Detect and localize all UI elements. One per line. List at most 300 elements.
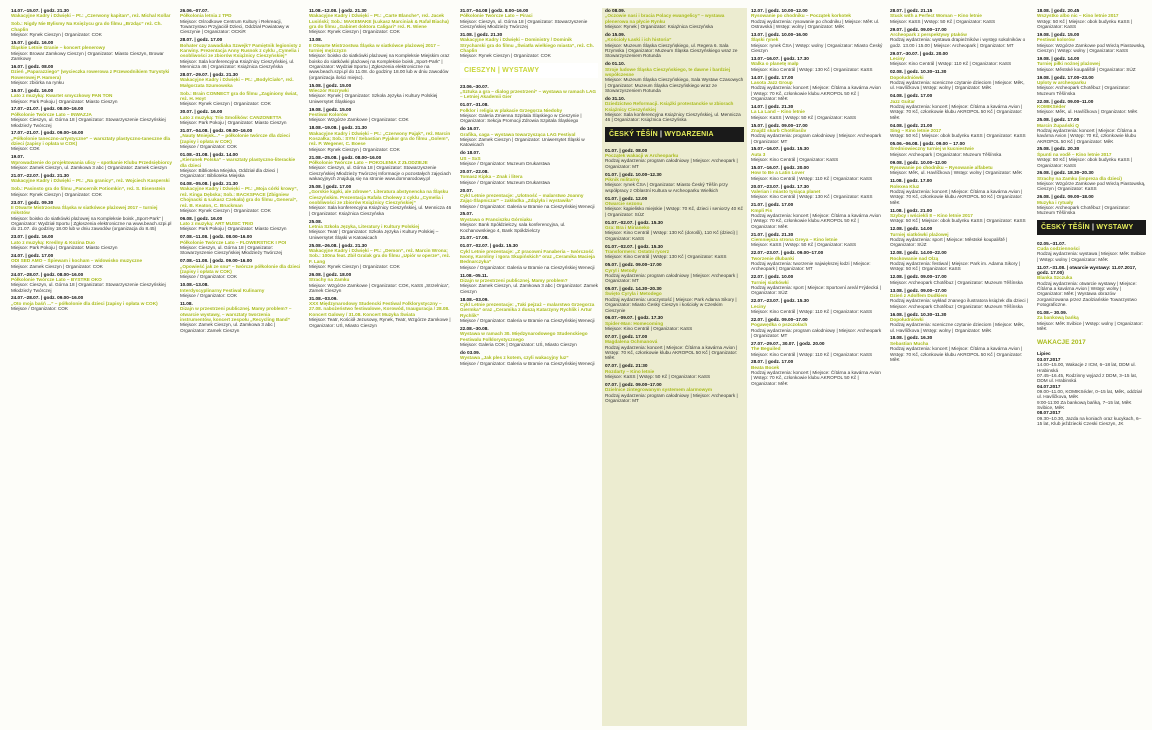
event-title: Półkolonie Twórcze Lato – BYSTRE OKO [11, 276, 102, 282]
event-title: Rysowanie po chodniku – Początek korkotek [751, 13, 852, 19]
event-date: 01.07.–02.07. | godz. 15.30 [605, 243, 663, 249]
event-date: 01.07.–31.08. [460, 102, 489, 108]
event-date: 19.08. | godz. 17.00–23.00 [1037, 74, 1094, 80]
event-date: 13.07. | godz. 10.00–16.00 [751, 31, 808, 37]
event-title: Średniowieczny turniej w kucniestwie [890, 146, 974, 152]
event-entry [460, 32, 598, 59]
event-title: Sob.: Nigdy Nie Bylismy Na Księżycu gra do filmu „Brzdąc” reż. Ch. Chaplin [11, 21, 162, 32]
event-entry [309, 83, 453, 104]
event-date: 15.07. | godz. 09.00–17.00 [751, 122, 808, 128]
event-title: Blanka Szczuka [1037, 275, 1073, 281]
event-details: Miejsce: Městské koupaliště | Organizator: SÚZ [1037, 66, 1136, 72]
event-date: 25.08. [309, 218, 323, 224]
event-entry [751, 104, 883, 120]
event-entry [605, 244, 744, 260]
event-entry [890, 335, 1030, 362]
event-entry [890, 93, 1030, 120]
event-title: KOMIKSéder [1037, 103, 1066, 109]
event-date: 28.07. | godz. 17.00 [180, 37, 223, 43]
event-details: Miejsce: rynek ČSA | Wstęp: wolny | Organizator: Miasto Český Cieszyn [751, 42, 883, 53]
event-details: Miejsce / Organizator: COK [11, 306, 69, 312]
event-entry [180, 72, 302, 88]
event-details: Miejsce: Rynek | Organizator: Szkoła Języka i Kultury Polskiej Uniwersytet Śląskiego [309, 93, 438, 104]
event-entry [890, 123, 1030, 139]
event-title: Interdyscyplinarny Festiwal Kulinarny [180, 287, 265, 293]
event-date: 01.07. | godz. 08.00 [605, 147, 648, 153]
event-details: Miejsce / Organizator: COK [180, 293, 238, 299]
event-details: Rodzaj wydarzenia: koncert | Miejsce: Čítárna a kavárna Avion | Wstęp: 70 Kč, członkowie klubu AKROPOL 50 Kč | Organizator: MěK [751, 85, 881, 101]
event-title: Półkolonie Twórcze Lato – Piraci [460, 13, 533, 19]
event-date: 04.08. | godz. 17.00 [890, 93, 933, 99]
event-details: Miejsce: Archeopark Chotěbuz | Organizator: Muzeum Těšínska [890, 279, 1023, 285]
event-details: Miejsce: Park Pokoju | Organizator: Miasto Cieszyn [11, 244, 118, 250]
event-details: Miejsce: MěK Svibice | Wstęp: wolny | Organizator: MěK [1037, 320, 1143, 332]
program-column-1 [8, 8, 176, 726]
event-details: Miejsce: Muzeum Śląska Cieszyńskiego, ul. Regera 6. Sala Rzymska | Organizator: Muzeum Śląska Cieszyńskiego wraz ze Stowarzyszeniem Rotunda [605, 42, 738, 59]
event-entry [180, 181, 302, 213]
event-details: Miejsce: Cieszyn, ul. Górna 18 | Organizator: Stowarzyszenie Cieszyńskiej Młodzieży Twórczej [460, 18, 588, 30]
event-date: 06.08. | godz. 16.00 [180, 215, 223, 221]
event-title: Leciny [751, 303, 766, 309]
event-title: Dizajn w przestrzeni publicznej. Mamy problem? – otwarcie wystawy, – warsztaty tworzenia instrumentów, koncert zespołu „Recycling Band” [180, 306, 292, 322]
event-entry [1037, 146, 1146, 167]
event-entry [460, 235, 598, 240]
event-title: Sob.: Brain CONNECT gra do filmu „Zaginiony świat, reż. H. Hoyt [180, 90, 298, 101]
event-date: do 08.09. [605, 8, 626, 13]
event-date: 15.07. | godz. 16.00 [11, 39, 54, 45]
event-details: Rodzaj wydarzenia: wystawa | Miejsce: MěK Svibice | Wstęp: wolny | Organizator: MěK [1037, 251, 1146, 262]
event-details: Rodzaj wydarzenia: tworzenie największej łodzi | Miejsce: Archeopark | Organizator: MT [751, 260, 871, 272]
event-date: 31.07.–04.08. | godz. 09.00–16.00 [180, 127, 253, 133]
event-entry [605, 61, 744, 93]
event-date: 28.07.–29.07. | godz. 21.30 [180, 71, 238, 77]
program-column-2 [177, 8, 305, 726]
event-title: Valerian i miasto tysiąca planet [751, 189, 821, 195]
event-details: Miejsce: KaSS | Wstęp: 50 Kč | Organizator: KaSS [751, 114, 857, 120]
event-entry [751, 232, 883, 248]
event-date: 31.07.–04.08 | godz. 8.00–16.00 [460, 8, 529, 13]
event-date: 16.08. | godz. 10.30–11.30 [890, 311, 947, 317]
event-title: Festiwal kolorów [1037, 37, 1075, 43]
event-title: Kmpli Fis [751, 207, 773, 213]
event-title: Tworzenie dłubanki [751, 255, 795, 261]
event-date: 12.08. | godz. 14.00 [890, 226, 933, 232]
event-title: „Kierunek Polska” – warsztaty plastyczno-literackie dla dzieci [180, 157, 296, 168]
event-details: Miejsce: Park Pokoju | Organizator: Miasto Cieszyn [11, 98, 118, 104]
event-details: Rodzaj wydarzenia: koncert | Miejsce: Čítárna a kavárna Avion | Wstęp: 70 Kč, członkowie klubu AKROPOL 50 Kč | Organizator: MěK [751, 370, 881, 386]
event-details: Miejsce: Biblioteka Miejska, Oddział dla dzieci | Organizator: Biblioteka Miejska [180, 167, 278, 179]
event-date: 23.07. | godz. 09.30 [11, 199, 54, 205]
event-details: Rodzaj wydarzenia: program całodniowy | Miejsce: Archeopark | Organizator: MT [605, 392, 738, 404]
event-title: II Otwarte Mistrzostwa Śląska w siatkówce plażowej 2017 – turniej mężczyzn [309, 42, 440, 53]
event-date: 11.08.–05.11. [460, 272, 489, 278]
event-date: 23.06.–30.07. [460, 83, 489, 89]
event-title: Sing – Kino letnie 2017 [890, 127, 942, 133]
event-details: Wstęp: 50 Kč | Miejsce: obok budynku KaSS | Organizator: KaSS [1037, 18, 1133, 30]
event-entry [460, 84, 598, 100]
event-entry [309, 107, 453, 123]
event-title: Cyryl i Metody [605, 267, 638, 273]
event-entry [605, 363, 744, 379]
event-date: 25.08. | godz. 17.00 [1037, 117, 1080, 123]
event-details: Miejsce: Zamek Cieszyn | Organizator: Uniwersytet Śląski w Katowicach [460, 136, 585, 148]
event-date: 11.08.–12.08. | godz. 21.30 [309, 8, 367, 13]
event-entry [605, 32, 744, 59]
event-title: Festiwal Kolorów [309, 111, 348, 117]
event-entry [890, 160, 1030, 176]
event-date: 11.08. | godz. 21.00 [890, 207, 932, 213]
event-entry [180, 282, 302, 298]
event-title: Archeopark z perspektywy ptaków [890, 31, 967, 37]
event-title: Gra: Bra i Mirianeko [605, 224, 650, 230]
event-entry [751, 184, 883, 200]
event-details: Rodzaj wydarzenia: program całodniowy | Miejsce: Archeopark | Organizator: MT [605, 158, 738, 169]
event-details: Miejsce: kąpielisko miejskie | Wstęp: 70 Kč, dzieci i seniorzy 40 Kč | Organizator: SÚZ [605, 206, 743, 217]
event-title: Półkolonia letnia z TPD [180, 13, 232, 19]
event-title: Dzień „Paparazziego” (wycieczka rowerowa z Przewodnikiem Turystyki Rowerowej P. Hamera) [11, 69, 170, 80]
event-entry [890, 51, 1030, 67]
event-date: do 16.07. [460, 126, 481, 132]
event-entry [180, 109, 302, 125]
event-date: do 18.07. [460, 150, 481, 156]
event-date: 26.06.–07.07. [180, 8, 209, 13]
event-entry [180, 216, 302, 232]
wakacje-title: WAKACJE 2017 [1037, 339, 1086, 347]
wakacje-item: 09.30–10.30, Jazda na koniach oraz kucykach, 6–15 lat, Klub jeździecki Czeski Cieszyn, JK [1037, 415, 1142, 426]
event-details: Miejsce / Organizator: Galeria w Bramie na Cieszyńskiej Wenecji [460, 264, 595, 270]
wakacje-item: 04.07.2017 [1037, 383, 1061, 389]
event-details: Miejsce: Rynek Cieszyn | Organizator: COK [309, 146, 400, 152]
event-date: 21.07.–22.07. | godz. 21.30 [11, 173, 69, 179]
event-date: 22.07.–23.07. | godz. 15.30 [751, 298, 809, 304]
event-title: Cuda codzienności [1037, 246, 1080, 252]
event-entry [11, 8, 173, 19]
event-title: Rysowanie po chodniku – Rysowanie alfabetu [890, 165, 993, 171]
event-entry [309, 219, 453, 240]
event-entry [751, 250, 883, 271]
event-entry [605, 286, 744, 313]
event-title: Turniej piłki nożnej plażowej [1037, 61, 1100, 67]
event-entry [605, 382, 744, 403]
event-entry [751, 146, 883, 162]
event-title: Marcin Żupański Q [1037, 122, 1079, 128]
event-title: XXX Międzynarodowy Studencki Festiwal Folklorystyczny – 27.08. nabożeństwo festiwalowe, Korowód, Inauguracja / 28.08. Koncert Galowy / 31.08. Koncert Muzyka Świata [309, 301, 450, 317]
event-title: Wystawa o Franciszku Górniaku [460, 216, 532, 222]
event-title: Ciemniejsza strona Greya – Kino letnie [751, 237, 838, 242]
event-entry [890, 226, 1030, 247]
event-entry [460, 169, 598, 185]
event-title: „Sztuka a gra – dialog przestrzeni” – wystawa w ramach LAG – Letniej Akademii Gier [460, 89, 596, 100]
event-date: 21.07.–17.08. [460, 235, 489, 241]
event-date: 11.07.–31.08. | otwarcie wystawy: 11.07.2017, godz. 17.00) [1037, 264, 1137, 276]
event-details: Miejsce: Rynek Cieszyn | Organizator: COK [11, 31, 102, 37]
event-entry [751, 32, 883, 53]
wakacje-item: 03.07.2017 [1037, 356, 1061, 362]
event-date: 18.08. | godz. 20.45 [1037, 8, 1080, 13]
event-title: Wieczór Rozrywki [309, 88, 349, 93]
event-details: Miejsce: KaSS | Wstęp: 50 Kč | Organizator: KaSS [890, 18, 996, 24]
program-column-3 [306, 8, 456, 726]
event-details: Miejsce / Organizator: Muzeum Drukarstwa [460, 160, 550, 166]
event-details: Rodzaj wydarzenia: program całodniowy | Miejsce: Archeopark | Organizator: MT [751, 327, 882, 338]
event-date: 19.08. | godz. 15.00 [1037, 31, 1080, 37]
event-details: Miejsce: Kino Centrál | Wstęp: 130 Kč | Organizator: KaSS [605, 254, 727, 260]
event-title: Śląskie Letnie Granie – koncert plenerowy [11, 45, 106, 51]
event-entry [751, 274, 883, 295]
event-date: 25.08.–26.08. | godz. 21.30 [309, 242, 367, 248]
event-details: Miejsce: Kino Centrál | Wstęp: 130 Kč | Organizator: KaSS [751, 194, 873, 200]
event-entry [460, 211, 598, 232]
event-entry [460, 350, 598, 366]
event-details: Miejsce: MěK, ul. Havlíčkova | Organizator: MěK [1037, 109, 1138, 115]
event-date: 07.08.–11.08. | godz. 08.00–16.00 [180, 234, 252, 240]
event-details: Miejsce: Muzeum Śląska Cieszyńskiego, Sala Wystaw Czasowych | Organizator: Muzeum Śląska Cieszyńskiego wraz ze Stowarzyszeniem Rotunda [605, 77, 744, 93]
event-entry [11, 272, 173, 293]
event-details: Miejsce / Organizator: COK [180, 274, 238, 280]
event-title: Półkolonie Twórcze Lato – INWAZJA [11, 111, 92, 117]
event-entry [309, 296, 453, 328]
event-details: Miejsce: Kino Centrál | Organizator: KaSS [605, 326, 693, 332]
event-date: 15.08. | godz. 15.00 [309, 82, 352, 88]
event-details: Miejsce: KaSS | Wstęp: 50 Kč | Organizator: KaSS [605, 374, 711, 380]
event-details: Miejsce: Zamek Cieszyn, ul. Zamkowa 3 abc | Organizator: Zamek Cieszyn [460, 283, 598, 294]
event-details: Miejsce: Ośrodkowe Centrum Kultury i Rekreacji, Towarzystwo Przyjaciół Dzieci, Oddział Powiatowy w Cieszynie | Organizator: OCKiR [180, 18, 290, 35]
event-entry [605, 220, 744, 241]
event-date: 17.07.–21.07. | godz. 09.00–16.00 [11, 130, 84, 136]
event-title: Wakacyjne Kadry i Dźwięki – Pt.: „Czerwony Pająk”, reż. Marcin Koszałka; Sob.: SYN / Sebastian Pyjakor gra do filmu „Golem”, reż. P. Wegener, C. Boese [309, 130, 451, 147]
event-title: Lato z muzyką: Kreślny & Kozina Duo [11, 239, 95, 245]
event-date: 01.08.– 30.09. [1037, 310, 1067, 316]
event-date: 23.07. | godz. 16.00 [11, 234, 54, 240]
event-date: 20.07.–22.08. [460, 168, 489, 174]
event-details: Miejsce / Organizator: Muzeum Drukarstwa [460, 179, 550, 185]
event-entry [890, 250, 1030, 271]
event-entry [180, 234, 302, 255]
event-details: Rodzaj wydarzenia: wystawa drapieżników i występ sokolników o godz. 13.00 i 15.00 | Miejsce: Archeopark | Organizator: MT [890, 37, 1026, 48]
event-details: Miejsce: Rynek Cieszyn | Organizator: COK [309, 263, 400, 269]
event-date: 01.08.–31.08. | godz. 14.00 [180, 151, 238, 157]
event-date: do 15.09. [605, 31, 626, 37]
event-date: 07.07. | godz. 09.00–17.00 [605, 382, 662, 387]
event-date: 13.07.–16.07. | godz. 17.30 [751, 55, 809, 61]
event-details: Miejsce: Zamek Cieszyn, ul. Zamkowa 3 abc | Organizator: Zamek Cieszyn [11, 165, 167, 171]
event-entry [460, 273, 598, 294]
event-title: Znajdź skarb Chotělasův [751, 127, 807, 133]
event-title: Transformers: Ostatni rycerz [605, 248, 670, 254]
event-title: „Oto moja baśń ...” – półkolonie dla dzieci (zapisy i opłata w COK) [11, 300, 158, 306]
event-details: Rodzaj wydarzenia: koncert | Miejsce: Čítárna a kavárna Avion | Wstęp: 70 Kč, członkowie klubu AKROPOL 50 Kč | Organizator: MěK [605, 344, 738, 361]
event-title: Wakacyjne Kadry i Dźwięki – Doministry / Dominik Strycharski gra do filmu „Światła wielkiego miasta”, reż. Ch. Chaplin [460, 37, 594, 53]
event-details: Miejsce: Galeria COK | Organizator: UŚ, Miasto Cieszyn [460, 342, 577, 347]
event-date: 12.08. | godz. 09.00–17.00 [890, 274, 947, 280]
event-details: Miejsce: Sala konferencyjna Książnicy Cieszyńskiej, ul. Mennicza 46 | Organizator: Książnica Cieszyńska [605, 111, 741, 123]
event-title: Strachy na Zamku [309, 277, 350, 283]
event-details: Miejsce: Archeopark Chotěbuz | Organizator: Muzeum Těšínska [1037, 205, 1131, 216]
event-title: The Beguiled [751, 346, 781, 352]
event-date: 29.07. | godz. 09.00–17.00 [890, 26, 947, 32]
event-date: 18.08.–03.09. [460, 296, 489, 302]
wakacje-item: 07.45–16.45, Rodzinny wyjazd z DDM, 3–15 lat, DDM ul. Hrabinská [1037, 372, 1138, 384]
event-title: ODI SED AMO – Śpiewam i kocham – widowisko muzyczne [11, 258, 143, 264]
section-header: CIESZYN | WYSTAWY [460, 63, 598, 78]
event-date: 07.08.–11.08. | godz. 09.00–16.00 [180, 258, 252, 264]
event-details: Miejsce: Kino Centrál | Wstęp: 130 Kč | Organizator: KaSS [751, 66, 873, 72]
event-date: 18.08. | godz. 16.30 [890, 335, 933, 341]
event-entry [890, 288, 1030, 309]
event-details: Rodzaj wydarzenia: koncert | Miejsce: Čítárna a kavárna Avion | Wstęp: 70 Kč, członkowie klubu AKROPOL 50 Kč | Organizator: MěK [751, 213, 881, 229]
event-date: 21.08.–25.08. | godz. 08.00–16.00 [309, 154, 382, 160]
event-date: 01.07. | godz. 10.00–12.30 [605, 171, 662, 177]
event-title: Grafika, caga – wystawa towarzysząca LAG Festival [460, 131, 576, 137]
event-entry [890, 8, 1030, 24]
event-title: Cykl Letnie prezentacje: „Ulotność – malarstwo Joanny Zając-Ślapniczar” – zakładka „Zdążyła i wystawiła” [460, 192, 584, 204]
event-entry [605, 334, 744, 361]
event-date: 15.07.–16.07. | godz. 20.00 [751, 165, 809, 171]
event-details: Miejsce: Park Pokoju | Organizator: Miasto Cieszyn [180, 226, 287, 232]
event-title: Rozdarty – Kino letnie [605, 368, 655, 374]
event-title: Lato z muzyką: ART MUSIC TRIO [180, 221, 254, 227]
event-details: Miejsce: Browar Zamkowy Cieszyn | Organizator: Miasto Cieszyn, Browar Zamkowy [11, 50, 164, 61]
event-entry [309, 272, 453, 293]
event-title: Stuck with a Perfect Woman – Kino letnie [890, 13, 982, 19]
event-date: 04.08. | godz. 21.00 [890, 122, 933, 128]
event-date: 01.07.–02.07. | godz. 15.30 [460, 243, 518, 249]
event-details: Miejsce: KaSS | Wstęp: 50 Kč | Organizator: KaSS [751, 242, 857, 248]
event-date: 31.08. | godz. 21.30 [460, 31, 503, 37]
event-title: Wakacyjne Kadry i Dźwięki – Pt.: „Carte Blanche”, reż. Jacek Lusiński; Sob.: MAKEMAKE (Łukasz Marciniak & Rafał Biacha) gra do filmu „Gabinet doktora Caligari” reż. R. Wiene [309, 13, 449, 30]
wakacje-item: 14.00–15.00, Wakacje z ICM, 6–18 lat, DDM ul. Hrabinská [1037, 362, 1136, 373]
event-details: Wstęp: 50 Kč | Miejsce: obok budynku KaSS | Organizator: KaSS [890, 133, 1026, 139]
event-details: Miejsce: Kino Centrál | Wstęp: 110 Kč | Organizator: KaSS [890, 61, 1012, 67]
event-details: Miejsce: Archeopark | Organizator: Muzeum Těšínska [890, 151, 1002, 157]
event-entry [11, 21, 173, 37]
event-date: 26.08. | godz. 18.30–20.30 [1037, 170, 1094, 176]
event-date: 28.07. | godz. 21.15 [890, 8, 933, 13]
event-details: Miejsce: Rynek Cieszyn | Organizator: COK [11, 191, 102, 197]
event-title: Sob.: Pasinsto gra do filmu „Pancernik Potiomkin”, reż. S. Eisenstein [11, 186, 166, 192]
event-details: Miejsce: Rynek Cieszyn | Organizator: COK [180, 101, 271, 107]
event-title: Lasota Jazz Group [751, 79, 793, 85]
wakacje-item: 08.07.2017 [1037, 410, 1061, 416]
event-details: Rodzaj wydarzenia: koncert | Miejsce: Čítárna a kavárna Avion | Wstęp: 70 Kč, członkowie klubu AKROPOL 50 Kč | Organizator: MěK [890, 103, 1023, 120]
event-details: Miejsce: Cieszyn, ul. Górna 18 | Organizator: Stowarzyszenie Cieszyńskiej Młodzieży Twórczej Informacje o pozostałych zajęciach wakacyjnych znajdują się na stronie www.domnarodowy.pl [309, 165, 451, 181]
event-details: Miejsce: Rynek Cieszyn | Organizator: COK [309, 29, 400, 35]
event-title: Piknik militarny [605, 176, 640, 182]
event-title: Stroje ludowe Śląska Cieszyńskiego, te dawne i bardziej współczesne [605, 66, 731, 77]
event-details: Miejsce: Galeria Zmienna Szpitala Śląskiego w Cieszynie | Organizator: Sekcja Promocji Zdrowia Szpitala Śląskiego [460, 113, 582, 124]
event-entry [180, 152, 302, 179]
event-date: 19.07. [11, 154, 25, 160]
event-title: Sebastian Mucha [890, 340, 929, 346]
event-title: Uploty w archeoparku [1037, 79, 1086, 85]
event-title: Początek wakacji w Archeoparku [605, 153, 679, 158]
event-title: Lato z muzyką: Trio Smolików: CANZONETTA [180, 114, 282, 120]
event-details: Miejsce: Cieszyn, ul. Górna 18 | Organizator: Stowarzyszenie Cieszyńskiej Młodzieży Twórczej [180, 245, 283, 256]
event-date: 07.07. | godz. 17.00 [605, 334, 648, 340]
event-date: 22.07. | godz. 09.00–17.00 [751, 316, 808, 322]
event-details: Rodzaj wydarzenia: uroczystość | Miejsce: Park Adama Sikory | Organizator: Miasto Český Cieszyn i kościoły w Czeskim Cieszynie [605, 296, 737, 313]
event-date: 17.07.–21.07. | godz. 08.00–16.00 [11, 106, 84, 112]
event-entry [11, 64, 173, 85]
event-details: Rodzaj wydarzenia: wykład znanego ilustratora książek dla dzieci | Miejsce: Archeopark Chotěbuz | Organizator: Muzeum Těšínska [890, 298, 1029, 309]
event-entry [11, 186, 173, 197]
event-title: La La Land – Kino letnie [751, 109, 805, 115]
event-title: Lato z muzyką: Kwartet smyczkowy PAN TON [11, 93, 113, 99]
event-details: Miejsce: Sala konferencyjna Książnicy Cieszyńskiej, ul. Mennicza 46 | Organizator: Książnica Cieszyńska [309, 205, 452, 216]
event-title: „Kościoły Łaski i ich historia” [605, 37, 672, 43]
event-entry [605, 196, 744, 217]
event-entry [460, 188, 598, 209]
event-details: Miejsce / Organizator: Galeria w Bramie na Cieszyńskiej Wenecji [460, 203, 595, 209]
event-date: 25.07. [460, 211, 474, 217]
event-date: 07.07. | godz. 21:30 [605, 363, 648, 369]
event-date: 02.08. | godz. 10.30–11.30 [890, 69, 947, 75]
event-entry [605, 96, 744, 123]
event-date: 29.07.–30.07. | godz. 20.00 [890, 50, 948, 56]
event-date: 14.07. | godz. 21.30 [751, 103, 794, 109]
event-details: Miejsce: Sala konferencyjna Książnicy Cieszyńskiej, ul. Mennicza 46 | Organizator: Książnica Cieszyńska [180, 58, 295, 70]
section-header: ČESKÝ TĚŠÍN | WYSTAWY [1037, 220, 1146, 235]
event-date: 22.07. | godz. 10.00 [751, 274, 794, 280]
event-date: 05.07. | godz. 14.30–20.30 [605, 286, 662, 292]
event-date: 12.08. | godz. 14.00–22.00 [890, 250, 947, 256]
event-details: Miejsce: Cieszyn, ul. Górna 18 | Organizator: Stowarzyszenie Cieszyńskiej Młodzieży Twórczej [11, 117, 166, 128]
event-details: Miejsce: Kino Centrál | Organizator: KaSS [751, 157, 839, 163]
event-title: Magdalena Ochmanová [605, 339, 658, 345]
event-title: Śpunti na vodě – Kino letnie 2017 [1037, 151, 1112, 157]
event-details: Miejsce: Kino Centrál | Wstęp: 110 Kč | Organizator: KaSS [751, 308, 873, 314]
event-date: 30.07. | godz. 16.00 [180, 109, 223, 115]
event-entry [1037, 8, 1146, 29]
event-title: Wakacyjne Kadry i Dźwięki – Pt.: „Demon”, reż. Marcin Wrona; Sob.: 100na feat. Zbił Gralak gra do filmu „Upiór w operze”, reż. F. Lang [309, 247, 451, 264]
event-details: Miejsce: zbiórka na rynku [11, 79, 64, 85]
wakacje-item: 9:00-11:00 Za bankową bańką, 7–15 lat, MěK Svibice, MěK [1037, 399, 1132, 410]
event-date: 16.07. | godz. 08.00 [11, 63, 54, 69]
event-entry [309, 8, 453, 35]
event-details: Rodzaj wydarzenia: otwarcie wystawy | Miejsce: Čítárna a kavárna Avion | Wstęp: wolny | Organizator: MěK | Wystawa obrazów zorganizowana przez Zaolziańskie Towarzystwo Fotograficzne. [1037, 280, 1137, 308]
event-details: Rodzaj wydarzenia: program całodniowy | Miejsce: Archeopark | Organizator: MT [751, 133, 882, 144]
program-column-4 [457, 8, 601, 726]
event-details: Rodzaj wydarzenia: sceniczne czytanie dzieciom | Miejsce: MěK, ul. Havlíčkova | Wstęp: wolny | Organizator: MěK [890, 79, 1025, 91]
event-entry [605, 148, 744, 169]
event-entry [1037, 99, 1146, 115]
event-entry [11, 295, 173, 311]
event-title: Rockowanie nad Olzą [890, 255, 939, 261]
event-entry [180, 258, 302, 279]
program-column-8 [1034, 8, 1149, 726]
event-entry [890, 69, 1030, 90]
event-title: „Półkolonie taneczno-artystyczne” – warsztaty plastyczno-taneczne dla dzieci (zapisy i opłata w COK) [11, 135, 171, 147]
event-details: Miejsce: Wzgórze Zamkowe | Organizator: COK [309, 117, 409, 123]
event-entry [11, 88, 173, 104]
event-entry [11, 234, 173, 250]
event-entry [1037, 117, 1146, 144]
event-entry [605, 262, 744, 283]
event-title: Spider-Man: Homecoming [605, 320, 664, 326]
event-entry [460, 150, 598, 166]
event-entry [309, 155, 453, 182]
event-date: 31.08.–03.09. [309, 295, 338, 301]
event-details: Rodzaj wydarzenia: koncert | Miejsce: Čítárna a kavárna Avion | Wstęp: 70 Kč, członkowie klubu AKROPOL 50 Kč | Organizator: MěK [1037, 127, 1137, 144]
event-date: 14.07.–15.07. | godz. 21.30 [11, 8, 69, 13]
event-title: Wprowadzenie do projektowania ulicy – spotkanie Klubu Przedsiębiorcy [11, 159, 172, 165]
event-title: „Oczowie nasi i bracia Polacy ewangelicy” – wystawa plenerowa na płycie Rynku [605, 13, 725, 24]
event-entry [11, 173, 173, 184]
event-title: Wystawa w ramach 30. Międzynarodowego Studenckiego Festiwalu Folklorystycznego [460, 331, 588, 342]
event-title: Wakacyjne Kadry i Dźwięki – Pt.: „Body/Ciało”, reż. Małgorzata Szumowska [180, 77, 294, 88]
event-date: 21.07. | godz. 17.00 [751, 202, 794, 208]
event-title: Pogawędka o pszczołach [751, 322, 808, 328]
